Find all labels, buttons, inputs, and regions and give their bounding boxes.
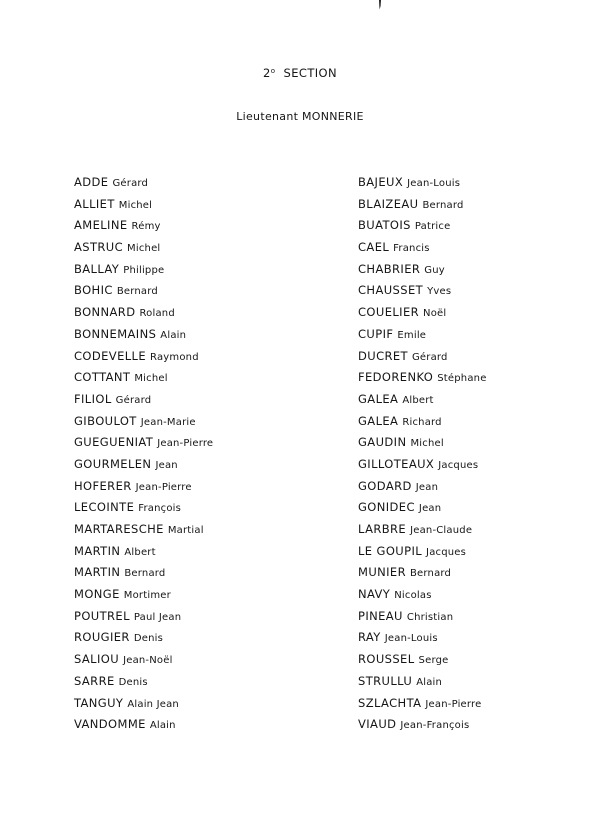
surname: STRULLU: [358, 673, 413, 688]
given-name: Serge: [418, 655, 449, 667]
given-name: Alain: [416, 676, 443, 688]
given-name: Jean-Pierre: [425, 698, 482, 710]
name-entry: [358, 239, 487, 261]
name-entry: [74, 586, 213, 608]
surname: BLAIZEAU: [358, 196, 419, 211]
surname: GILLOTEAUX: [358, 456, 435, 471]
given-name: Emile: [397, 329, 427, 341]
surname: MONGE: [74, 587, 120, 602]
given-name: Albert: [402, 394, 434, 406]
given-name: Jean: [418, 503, 442, 515]
surname: POUTREL: [74, 608, 130, 623]
given-name: Jean-Claude: [410, 525, 473, 536]
section-ordinal-suffix: o: [270, 67, 276, 75]
given-name: Michel: [118, 199, 153, 211]
given-name: Bernard: [410, 568, 452, 580]
name-entry: [358, 478, 487, 500]
name-entry: [74, 651, 213, 673]
section-title: [0, 66, 600, 80]
given-name: Jean-Noël: [123, 655, 173, 667]
surname: VANDOMME: [74, 717, 146, 732]
surname: GAUDIN: [358, 435, 407, 450]
surname: LARBRE: [358, 522, 407, 536]
given-name: Bernard: [124, 568, 166, 580]
surname: MARTIN: [74, 565, 121, 580]
name-entry: [74, 608, 213, 630]
name-entry: [358, 629, 487, 651]
surname: BALLAY: [74, 261, 120, 276]
given-name: Denis: [133, 633, 164, 645]
given-name: Stéphane: [437, 373, 487, 385]
surname: BONNARD: [74, 305, 136, 320]
surname: COTTANT: [74, 370, 131, 385]
given-name: Mortimer: [123, 590, 171, 602]
given-name: Paul Jean: [133, 611, 182, 623]
surname: CAEL: [358, 240, 390, 255]
surname: SZLACHTA: [358, 695, 422, 710]
name-entry: [358, 434, 487, 456]
surname: TANGUY: [74, 695, 124, 710]
surname: CHAUSSET: [358, 283, 424, 298]
given-name: Gérard: [115, 394, 152, 406]
name-entry: [74, 391, 213, 413]
given-name: Denis: [118, 676, 148, 688]
section-number: 2: [263, 66, 271, 80]
name-entry: [74, 282, 213, 304]
given-name: Rémy: [131, 221, 161, 233]
given-name: Alain: [149, 720, 176, 732]
name-entry: [74, 499, 213, 521]
surname: HOFERER: [74, 478, 132, 493]
name-entry: [358, 391, 487, 413]
surname: RAY: [358, 630, 381, 645]
surname: GIBOULOT: [74, 413, 137, 428]
surname: ALLIET: [74, 196, 115, 211]
given-name: Alain Jean: [127, 698, 179, 710]
name-entry: [74, 695, 213, 717]
name-entry: [358, 326, 487, 348]
given-name: Raymond: [150, 351, 199, 363]
given-name: Christian: [406, 611, 454, 623]
name-entry: [358, 304, 487, 326]
given-name: Jean-Pierre: [135, 481, 192, 493]
surname: BONNEMAINS: [74, 326, 157, 341]
name-entry: [358, 521, 487, 543]
name-entry: [74, 369, 213, 391]
name-entry: [74, 478, 213, 500]
given-name: Michel: [410, 438, 444, 450]
right-name-column: [358, 174, 487, 738]
given-name: Albert: [124, 546, 156, 558]
name-entry: [358, 586, 487, 608]
surname: FILIOL: [74, 391, 112, 406]
given-name: Francis: [393, 243, 430, 255]
name-entry: [74, 174, 213, 196]
given-name: Gérard: [112, 178, 149, 189]
name-entry: [74, 543, 213, 565]
name-entry: [358, 564, 487, 586]
given-name: Noël: [423, 308, 447, 320]
given-name: Philippe: [123, 264, 165, 276]
name-entry: [74, 261, 213, 283]
name-entry: [358, 196, 487, 218]
name-entry: [358, 174, 487, 196]
officer-name: Lieutenant MONNERIE: [236, 110, 364, 123]
surname: DUCRET: [358, 348, 408, 363]
name-entry: [358, 261, 487, 283]
given-name: Michel: [127, 243, 161, 255]
surname: MARTARESCHE: [74, 522, 164, 536]
name-entry: [74, 413, 213, 435]
name-entry: [74, 304, 213, 326]
given-name: Nicolas: [394, 590, 432, 602]
given-name: Patrice: [414, 221, 451, 233]
given-name: Jean-Pierre: [157, 438, 214, 450]
name-entry: [74, 348, 213, 370]
given-name: Jean-Louis: [384, 633, 438, 645]
surname: NAVY: [358, 587, 391, 602]
section-word: SECTION: [283, 66, 337, 80]
given-name: Jean-François: [400, 720, 470, 732]
given-name: Yves: [427, 286, 452, 298]
surname: ASTRUC: [74, 240, 124, 255]
surname: BUATOIS: [358, 218, 411, 233]
surname: VIAUD: [358, 717, 397, 732]
surname: CUPIF: [358, 326, 394, 341]
surname: AMELINE: [74, 218, 128, 233]
name-entry: [358, 456, 487, 478]
surname: FEDORENKO: [358, 370, 434, 385]
name-entry: [358, 673, 487, 695]
surname: GODARD: [358, 478, 412, 493]
surname: MUNIER: [358, 565, 406, 580]
given-name: Gérard: [411, 351, 448, 363]
name-entry: [74, 196, 213, 218]
given-name: Bernard: [422, 199, 464, 211]
surname: GONIDEC: [358, 500, 415, 515]
name-entry: [358, 543, 487, 565]
name-entry: [358, 608, 487, 630]
name-entry: [74, 456, 213, 478]
surname: ROUSSEL: [358, 652, 415, 667]
given-name: Richard: [402, 416, 442, 428]
name-entry: [74, 629, 213, 651]
name-entry: [74, 716, 213, 738]
given-name: Jacques: [426, 546, 467, 558]
surname: SARRE: [74, 673, 115, 688]
given-name: Jean-Louis: [407, 178, 461, 189]
surname: SALIOU: [74, 652, 120, 667]
surname: ROUGIER: [74, 630, 130, 645]
name-entry: [358, 695, 487, 717]
surname: ADDE: [74, 175, 109, 189]
name-entry: [74, 217, 213, 239]
ink-mark: [378, 0, 382, 10]
surname: CODEVELLE: [74, 348, 147, 363]
surname: GALEA: [358, 413, 399, 428]
surname: GALEA: [358, 391, 399, 406]
name-entry: [358, 282, 487, 304]
given-name: Martial: [167, 525, 204, 536]
left-name-column: [74, 174, 213, 738]
given-name: Bernard: [116, 286, 158, 298]
surname: COUELIER: [358, 305, 420, 320]
name-entry: [74, 326, 213, 348]
name-entry: [358, 499, 487, 521]
given-name: Jean: [155, 459, 178, 471]
given-name: Michel: [134, 373, 168, 385]
surname: LECOINTE: [74, 500, 135, 515]
name-entry: [74, 673, 213, 695]
given-name: Roland: [139, 308, 175, 320]
name-entry: [358, 716, 487, 738]
name-entry: [358, 217, 487, 239]
given-name: Guy: [424, 264, 445, 276]
name-entry: [74, 239, 213, 261]
name-entry: [358, 369, 487, 391]
given-name: Alain: [160, 329, 187, 341]
surname: CHABRIER: [358, 261, 421, 276]
surname: MARTIN: [74, 543, 121, 558]
name-entry: [358, 348, 487, 370]
given-name: Jacques: [438, 459, 479, 471]
name-entry: [358, 413, 487, 435]
surname: BOHIC: [74, 283, 113, 298]
name-entry: [74, 521, 213, 543]
surname: GUEGUENIAT: [74, 435, 154, 450]
given-name: François: [138, 503, 182, 515]
surname: LE GOUPIL: [358, 543, 423, 558]
surname: BAJEUX: [358, 175, 404, 189]
given-name: Jean: [415, 481, 439, 493]
name-entry: [74, 564, 213, 586]
name-entry: [74, 434, 213, 456]
given-name: Jean-Marie: [140, 416, 196, 428]
surname: PINEAU: [358, 608, 403, 623]
name-entry: [358, 651, 487, 673]
surname: GOURMELEN: [74, 456, 152, 471]
